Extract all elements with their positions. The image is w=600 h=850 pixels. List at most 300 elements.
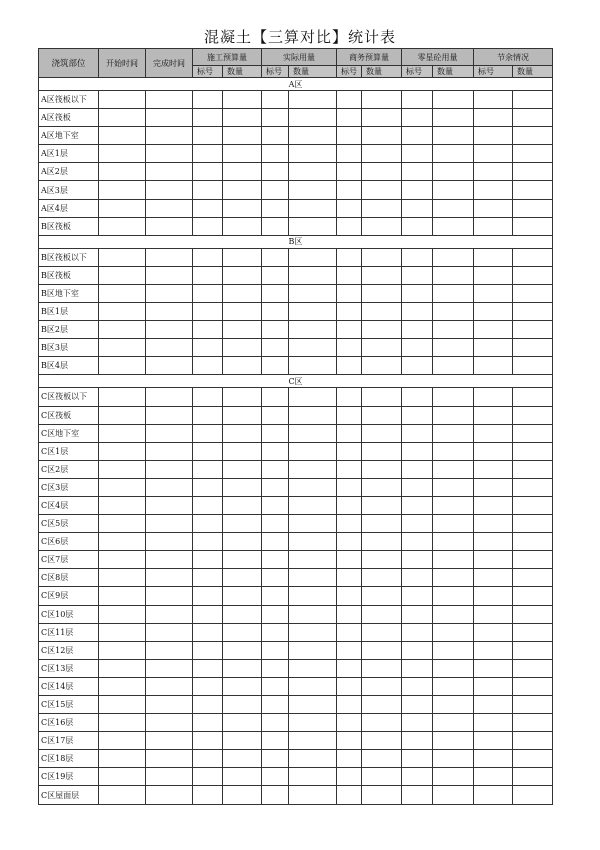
table-cell[interactable] [337,145,362,163]
table-cell[interactable] [362,460,402,478]
table-cell[interactable] [193,357,223,375]
table-cell[interactable] [433,478,474,496]
table-cell[interactable] [402,388,433,406]
table-cell[interactable] [289,641,337,659]
table-cell[interactable] [362,424,402,442]
table-cell[interactable] [99,248,146,266]
table-cell[interactable] [289,284,337,302]
table-cell[interactable] [193,266,223,284]
table-cell[interactable] [362,605,402,623]
table-cell[interactable] [337,714,362,732]
table-cell[interactable] [362,248,402,266]
table-cell[interactable] [99,677,146,695]
table-cell[interactable] [362,587,402,605]
table-cell[interactable] [513,786,553,804]
table-cell[interactable] [433,460,474,478]
table-cell[interactable] [513,424,553,442]
table-cell[interactable] [223,266,262,284]
table-cell[interactable] [262,217,289,235]
table-cell[interactable] [146,442,193,460]
table-cell[interactable] [262,768,289,786]
table-cell[interactable] [193,303,223,321]
table-cell[interactable] [193,181,223,199]
table-cell[interactable] [433,284,474,302]
table-cell[interactable] [433,406,474,424]
table-cell[interactable] [99,478,146,496]
table-cell[interactable] [262,714,289,732]
table-cell[interactable] [262,786,289,804]
table-cell[interactable] [433,145,474,163]
table-cell[interactable] [223,696,262,714]
table-cell[interactable] [146,163,193,181]
table-cell[interactable] [433,303,474,321]
table-cell[interactable] [474,248,513,266]
table-cell[interactable] [223,605,262,623]
table-cell[interactable] [433,217,474,235]
table-cell[interactable] [513,321,553,339]
table-cell[interactable] [146,388,193,406]
table-cell[interactable] [362,768,402,786]
table-cell[interactable] [474,181,513,199]
table-cell[interactable] [193,424,223,442]
table-cell[interactable] [262,605,289,623]
table-cell[interactable] [193,786,223,804]
table-cell[interactable] [402,641,433,659]
table-cell[interactable] [289,145,337,163]
table-cell[interactable] [193,199,223,217]
table-cell[interactable] [99,569,146,587]
table-cell[interactable] [223,478,262,496]
table-cell[interactable] [513,623,553,641]
table-cell[interactable] [99,424,146,442]
table-cell[interactable] [402,181,433,199]
table-cell[interactable] [223,321,262,339]
table-cell[interactable] [337,460,362,478]
table-cell[interactable] [193,551,223,569]
table-cell[interactable] [289,677,337,695]
table-cell[interactable] [337,163,362,181]
table-cell[interactable] [474,321,513,339]
table-cell[interactable] [146,587,193,605]
table-cell[interactable] [513,478,553,496]
table-cell[interactable] [146,127,193,145]
table-cell[interactable] [362,677,402,695]
table-cell[interactable] [337,248,362,266]
table-cell[interactable] [337,339,362,357]
table-cell[interactable] [362,515,402,533]
table-cell[interactable] [99,388,146,406]
table-cell[interactable] [513,533,553,551]
table-cell[interactable] [337,424,362,442]
table-cell[interactable] [513,714,553,732]
table-cell[interactable] [262,91,289,109]
table-cell[interactable] [223,533,262,551]
table-cell[interactable] [402,163,433,181]
table-cell[interactable] [146,321,193,339]
table-cell[interactable] [474,551,513,569]
table-cell[interactable] [262,587,289,605]
table-cell[interactable] [513,605,553,623]
table-cell[interactable] [146,181,193,199]
table-cell[interactable] [223,248,262,266]
table-cell[interactable] [337,641,362,659]
table-cell[interactable] [99,163,146,181]
table-cell[interactable] [146,145,193,163]
table-cell[interactable] [223,442,262,460]
table-cell[interactable] [146,406,193,424]
table-cell[interactable] [474,569,513,587]
table-cell[interactable] [402,266,433,284]
table-cell[interactable] [146,659,193,677]
table-cell[interactable] [289,551,337,569]
table-cell[interactable] [223,357,262,375]
table-cell[interactable] [223,623,262,641]
table-cell[interactable] [362,217,402,235]
table-cell[interactable] [193,587,223,605]
table-cell[interactable] [146,623,193,641]
table-cell[interactable] [362,199,402,217]
table-cell[interactable] [262,248,289,266]
table-cell[interactable] [223,109,262,127]
table-cell[interactable] [433,714,474,732]
table-cell[interactable] [513,515,553,533]
table-cell[interactable] [146,533,193,551]
table-cell[interactable] [289,303,337,321]
table-cell[interactable] [99,786,146,804]
table-cell[interactable] [289,460,337,478]
table-cell[interactable] [402,623,433,641]
table-cell[interactable] [262,199,289,217]
table-cell[interactable] [513,248,553,266]
table-cell[interactable] [362,339,402,357]
table-cell[interactable] [474,388,513,406]
table-cell[interactable] [474,217,513,235]
table-cell[interactable] [262,266,289,284]
table-cell[interactable] [262,460,289,478]
table-cell[interactable] [146,109,193,127]
table-cell[interactable] [402,199,433,217]
table-cell[interactable] [474,127,513,145]
table-cell[interactable] [513,339,553,357]
table-cell[interactable] [337,199,362,217]
table-cell[interactable] [262,321,289,339]
table-cell[interactable] [402,248,433,266]
table-cell[interactable] [402,321,433,339]
table-cell[interactable] [99,659,146,677]
table-cell[interactable] [474,768,513,786]
table-cell[interactable] [474,91,513,109]
table-cell[interactable] [337,659,362,677]
table-cell[interactable] [433,127,474,145]
table-cell[interactable] [193,91,223,109]
table-cell[interactable] [262,496,289,514]
table-cell[interactable] [513,217,553,235]
table-cell[interactable] [223,217,262,235]
table-cell[interactable] [337,284,362,302]
table-cell[interactable] [433,248,474,266]
table-cell[interactable] [289,266,337,284]
table-cell[interactable] [433,388,474,406]
table-cell[interactable] [513,551,553,569]
table-cell[interactable] [402,533,433,551]
table-cell[interactable] [262,677,289,695]
table-cell[interactable] [474,750,513,768]
table-cell[interactable] [474,533,513,551]
table-cell[interactable] [262,109,289,127]
table-cell[interactable] [474,460,513,478]
table-cell[interactable] [362,284,402,302]
table-cell[interactable] [362,127,402,145]
table-cell[interactable] [362,732,402,750]
table-cell[interactable] [289,696,337,714]
table-cell[interactable] [402,145,433,163]
table-cell[interactable] [223,496,262,514]
table-cell[interactable] [433,605,474,623]
table-cell[interactable] [402,91,433,109]
table-cell[interactable] [337,217,362,235]
table-cell[interactable] [362,551,402,569]
table-cell[interactable] [433,91,474,109]
table-cell[interactable] [146,750,193,768]
table-cell[interactable] [262,659,289,677]
table-cell[interactable] [99,406,146,424]
table-cell[interactable] [223,587,262,605]
table-cell[interactable] [99,303,146,321]
table-cell[interactable] [474,496,513,514]
table-cell[interactable] [223,460,262,478]
table-cell[interactable] [513,163,553,181]
table-cell[interactable] [337,266,362,284]
table-cell[interactable] [99,533,146,551]
table-cell[interactable] [362,91,402,109]
table-cell[interactable] [337,786,362,804]
table-cell[interactable] [433,551,474,569]
table-cell[interactable] [99,109,146,127]
table-cell[interactable] [99,551,146,569]
table-cell[interactable] [193,569,223,587]
table-cell[interactable] [99,641,146,659]
table-cell[interactable] [362,569,402,587]
table-cell[interactable] [289,478,337,496]
table-cell[interactable] [513,91,553,109]
table-cell[interactable] [146,515,193,533]
table-cell[interactable] [146,199,193,217]
table-cell[interactable] [289,569,337,587]
table-cell[interactable] [402,284,433,302]
table-cell[interactable] [99,587,146,605]
table-cell[interactable] [99,217,146,235]
table-cell[interactable] [362,163,402,181]
table-cell[interactable] [337,587,362,605]
table-cell[interactable] [193,460,223,478]
table-cell[interactable] [513,145,553,163]
table-cell[interactable] [146,424,193,442]
table-cell[interactable] [289,786,337,804]
table-cell[interactable] [223,339,262,357]
table-cell[interactable] [262,732,289,750]
table-cell[interactable] [146,248,193,266]
table-cell[interactable] [146,478,193,496]
table-cell[interactable] [433,181,474,199]
table-cell[interactable] [402,460,433,478]
table-cell[interactable] [474,696,513,714]
table-cell[interactable] [513,303,553,321]
table-cell[interactable] [362,357,402,375]
table-cell[interactable] [289,515,337,533]
table-cell[interactable] [223,284,262,302]
table-cell[interactable] [337,768,362,786]
table-cell[interactable] [146,714,193,732]
table-cell[interactable] [223,127,262,145]
table-cell[interactable] [193,641,223,659]
table-cell[interactable] [513,587,553,605]
table-cell[interactable] [262,145,289,163]
table-cell[interactable] [146,605,193,623]
table-cell[interactable] [99,284,146,302]
table-cell[interactable] [146,677,193,695]
table-cell[interactable] [289,406,337,424]
table-cell[interactable] [362,533,402,551]
table-cell[interactable] [262,303,289,321]
table-cell[interactable] [513,199,553,217]
table-cell[interactable] [513,388,553,406]
table-cell[interactable] [337,91,362,109]
table-cell[interactable] [99,339,146,357]
table-cell[interactable] [193,388,223,406]
table-cell[interactable] [289,339,337,357]
table-cell[interactable] [433,266,474,284]
table-cell[interactable] [99,199,146,217]
table-cell[interactable] [146,786,193,804]
table-cell[interactable] [223,163,262,181]
table-cell[interactable] [337,732,362,750]
table-cell[interactable] [223,641,262,659]
table-cell[interactable] [289,659,337,677]
table-cell[interactable] [262,284,289,302]
table-cell[interactable] [289,321,337,339]
table-cell[interactable] [474,659,513,677]
table-cell[interactable] [223,303,262,321]
table-cell[interactable] [146,339,193,357]
table-cell[interactable] [223,388,262,406]
table-cell[interactable] [362,145,402,163]
table-cell[interactable] [402,303,433,321]
table-cell[interactable] [474,266,513,284]
table-cell[interactable] [99,732,146,750]
table-cell[interactable] [337,321,362,339]
table-cell[interactable] [193,145,223,163]
table-cell[interactable] [262,388,289,406]
table-cell[interactable] [223,199,262,217]
table-cell[interactable] [402,442,433,460]
table-cell[interactable] [433,199,474,217]
table-cell[interactable] [474,109,513,127]
table-cell[interactable] [433,321,474,339]
table-cell[interactable] [262,339,289,357]
table-cell[interactable] [193,248,223,266]
table-cell[interactable] [402,768,433,786]
table-cell[interactable] [513,750,553,768]
table-cell[interactable] [223,515,262,533]
table-cell[interactable] [289,750,337,768]
table-cell[interactable] [146,91,193,109]
table-cell[interactable] [433,569,474,587]
table-cell[interactable] [262,515,289,533]
table-cell[interactable] [146,266,193,284]
table-cell[interactable] [402,750,433,768]
table-cell[interactable] [289,623,337,641]
table-cell[interactable] [402,677,433,695]
table-cell[interactable] [337,357,362,375]
table-cell[interactable] [289,91,337,109]
table-cell[interactable] [402,551,433,569]
table-cell[interactable] [193,768,223,786]
table-cell[interactable] [223,677,262,695]
table-cell[interactable] [362,442,402,460]
table-cell[interactable] [474,587,513,605]
table-cell[interactable] [99,515,146,533]
table-cell[interactable] [193,515,223,533]
table-cell[interactable] [433,496,474,514]
table-cell[interactable] [433,732,474,750]
table-cell[interactable] [433,696,474,714]
table-cell[interactable] [362,496,402,514]
table-cell[interactable] [223,750,262,768]
table-cell[interactable] [99,266,146,284]
table-cell[interactable] [223,786,262,804]
table-cell[interactable] [289,181,337,199]
table-cell[interactable] [99,442,146,460]
table-cell[interactable] [99,145,146,163]
table-cell[interactable] [289,496,337,514]
table-cell[interactable] [193,109,223,127]
table-cell[interactable] [362,478,402,496]
table-cell[interactable] [513,442,553,460]
table-cell[interactable] [402,217,433,235]
table-cell[interactable] [262,641,289,659]
table-cell[interactable] [433,623,474,641]
table-cell[interactable] [337,605,362,623]
table-cell[interactable] [402,714,433,732]
table-cell[interactable] [193,659,223,677]
table-cell[interactable] [513,496,553,514]
table-cell[interactable] [513,127,553,145]
table-cell[interactable] [362,696,402,714]
table-cell[interactable] [193,750,223,768]
table-cell[interactable] [146,696,193,714]
table-cell[interactable] [289,217,337,235]
table-cell[interactable] [262,127,289,145]
table-cell[interactable] [362,321,402,339]
table-cell[interactable] [99,127,146,145]
table-cell[interactable] [513,406,553,424]
table-cell[interactable] [402,515,433,533]
table-cell[interactable] [146,551,193,569]
table-cell[interactable] [337,569,362,587]
table-cell[interactable] [223,732,262,750]
table-cell[interactable] [337,533,362,551]
table-cell[interactable] [474,339,513,357]
table-cell[interactable] [193,406,223,424]
table-cell[interactable] [289,248,337,266]
table-cell[interactable] [99,496,146,514]
table-cell[interactable] [402,587,433,605]
table-cell[interactable] [262,478,289,496]
table-cell[interactable] [362,623,402,641]
table-cell[interactable] [337,181,362,199]
table-cell[interactable] [262,163,289,181]
table-cell[interactable] [193,677,223,695]
